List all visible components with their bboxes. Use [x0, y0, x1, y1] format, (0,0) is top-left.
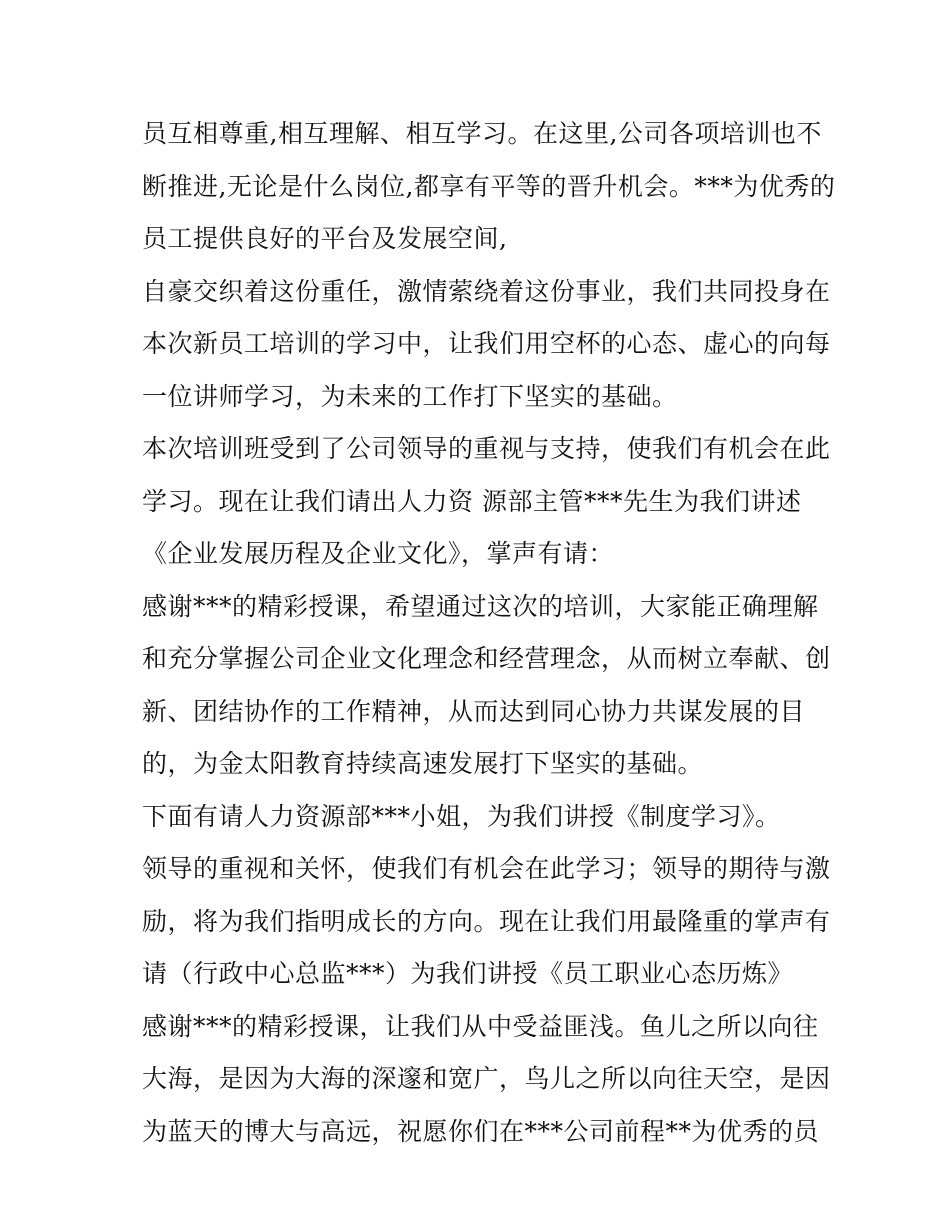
text-line: 大海，是因为大海的深邃和宽广，鸟儿之所以向往天空，是因: [142, 1064, 831, 1093]
text-line: 员工提供良好的平台及发展空间,: [142, 224, 508, 253]
text-line: 和充分掌握公司企业文化理念和经营理念，从而树立奉献、创: [142, 644, 831, 673]
text-line: 下面有请人力资源部***小姐，为我们讲授《制度学习》。: [142, 801, 781, 831]
text-line: 请（行政中心总监***）为我们讲授《员工职业心态历炼》: [142, 959, 794, 988]
text-line: 一位讲师学习，为未来的工作打下坚实的基础。: [142, 381, 678, 411]
text-line: 本次新员工培训的学习中，让我们用空杯的心态、虚心的向每: [142, 329, 831, 358]
text-line: 《企业发展历程及企业文化》，掌声有请：: [142, 539, 615, 568]
text-line: 的，为金太阳教育持续高速发展打下坚实的基础。: [142, 749, 704, 778]
text-line: 领导的重视和关怀，使我们有机会在此学习；领导的期待与激: [142, 854, 831, 883]
text-line: 员互相尊重,相互理解、相互学习。在这里,公司各项培训也不: [142, 119, 822, 148]
document-body: [142, 108, 836, 1158]
text-line: 为蓝天的博大与高远，祝愿你们在***公司前程**为优秀的员: [142, 1116, 820, 1146]
text-line: 感谢***的精彩授课，让我们从中受益匪浅。鱼儿之所以向往: [142, 1011, 819, 1041]
text-line: 断推进,无论是什么岗位,都享有平等的晋升机会。***为优秀的: [142, 171, 836, 201]
text-line: 新、团结协作的工作精神，从而达到同心协力共谋发展的目: [142, 696, 806, 726]
text-line: 自豪交织着这份重任，激情萦绕着这份事业，我们共同投身在: [142, 276, 831, 306]
text-line: 本次培训班受到了公司领导的重视与支持，使我们有机会在此: [142, 434, 831, 463]
text-line: 感谢***的精彩授课，希望通过这次的培训，大家能正确理解: [142, 591, 819, 621]
text-line: 励，将为我们指明成长的方向。现在让我们用最隆重的掌声有: [142, 906, 831, 936]
text-line: 学习。现在让我们请出人力资 源部主管***先生为我们讲述: [142, 486, 802, 516]
